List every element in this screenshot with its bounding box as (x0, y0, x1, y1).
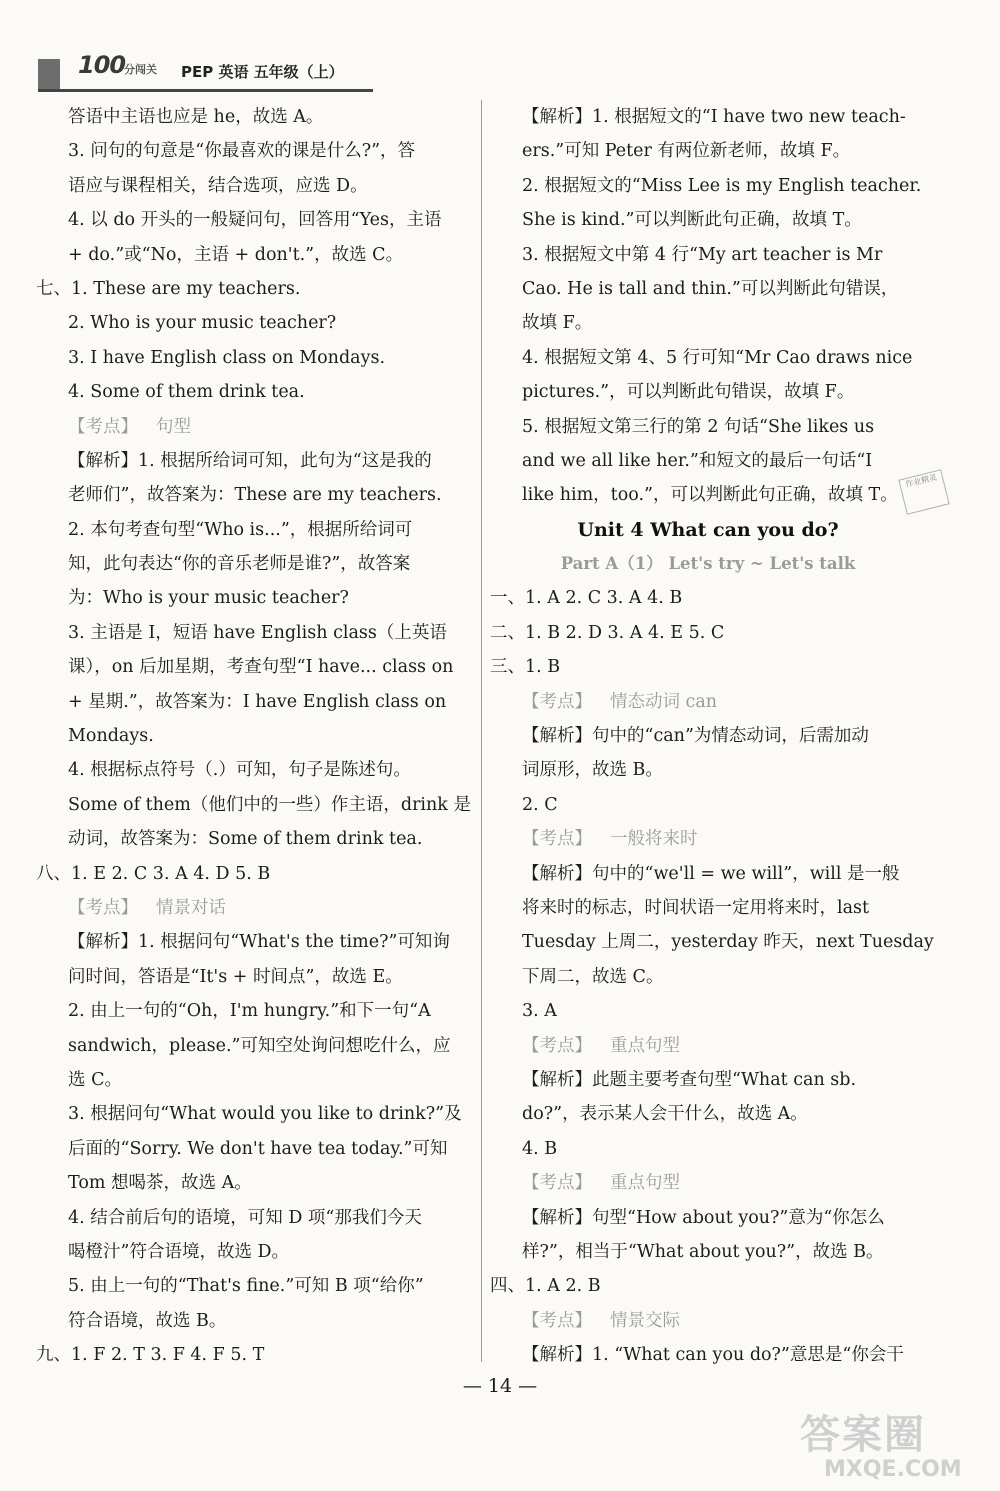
body-text: Cao. He is tall and thin.”可以判断此句错误， (522, 278, 899, 299)
point-tag-line (490, 1304, 926, 1338)
text-line (490, 169, 926, 203)
text-line (36, 994, 472, 1028)
body-text: + do.”或“No，主语 + don't.”，故选 C。 (68, 244, 404, 265)
text-line (36, 238, 472, 272)
point-tag-label: 【考点】 (68, 416, 138, 437)
body-text: 样?”，相当于“What about you?”，故选 B。 (522, 1241, 884, 1262)
body-text: 3. I have English class on Mondays. (68, 347, 386, 368)
text-line (490, 960, 926, 994)
text-line (36, 134, 472, 168)
text-line (36, 650, 472, 684)
point-tag-line (36, 891, 472, 925)
text-line (490, 857, 926, 891)
body-text: 知，此句表达“你的音乐老师是谁?”，故答案 (68, 554, 411, 575)
text-line (36, 1166, 472, 1200)
body-text: and we all like her.”和短文的最后一句话“I (522, 450, 873, 471)
text-line (36, 306, 472, 340)
point-tag-line (490, 1166, 926, 1200)
text-line (36, 788, 472, 822)
body-text: pictures.”，可以判断此句错误，故填 F。 (522, 382, 855, 403)
point-tag-word: 情景交际 (610, 1310, 680, 1331)
text-line (490, 994, 926, 1028)
section-answer: 四、1. A 2. B (490, 1276, 601, 1297)
text-line (36, 1235, 472, 1269)
section-answer: 八、1. E 2. C 3. A 4. D 5. B (36, 863, 271, 884)
body-text: 3. 根据问句“What would you like to drink?”及 (68, 1104, 462, 1125)
page-header (38, 45, 373, 91)
body-text: 5. 根据短文第三行的第 2 句话“She likes us (522, 416, 875, 437)
text-line (36, 478, 472, 512)
text-line (36, 719, 472, 753)
body-text: sandwich，please.”可知空处询问想吃什么，应 (68, 1035, 451, 1056)
body-text: 【解析】句中的“can”为情态动词，后需加动 (522, 726, 869, 747)
text-line (36, 685, 472, 719)
body-text: 2. 由上一句的“Oh，I'm hungry.”和下一句“A (68, 1001, 431, 1022)
body-text: 课），on 后加星期，考查句型“I have... class on (68, 657, 454, 678)
logo-bar (38, 59, 60, 91)
point-tag-word: 重点句型 (610, 1035, 680, 1056)
body-text: 下周二，故选 C。 (522, 966, 664, 987)
text-line (36, 1201, 472, 1235)
text-line (36, 341, 472, 375)
body-text: 【解析】1. 根据问句“What's the time?”可知询 (68, 932, 450, 953)
body-text: 为：Who is your music teacher? (68, 588, 349, 609)
body-text: 4. 以 do 开头的一般疑问句，回答用“Yes，主语 (68, 210, 442, 231)
text-line (490, 1063, 926, 1097)
text-line (36, 169, 472, 203)
point-tag-label: 【考点】 (522, 691, 592, 712)
point-tag-line (490, 1029, 926, 1063)
body-text: 3. 问句的句意是“你最喜欢的课是什么?”，答 (68, 141, 416, 162)
text-line (490, 1235, 926, 1269)
text-line (490, 478, 926, 512)
body-text: 符合语境，故选 B。 (68, 1310, 227, 1331)
text-line (36, 1063, 472, 1097)
text-line (490, 444, 926, 478)
body-text: 2. C (522, 794, 558, 815)
text-line (36, 547, 472, 581)
header-rule (38, 89, 373, 92)
section-answer: 三、1. B (490, 657, 561, 678)
body-text: 词原形，故选 B。 (522, 760, 663, 781)
body-text: 2. Who is your music teacher? (68, 313, 337, 334)
logo-sub: 分闯关 (124, 63, 157, 76)
point-tag-line (490, 822, 926, 856)
text-line (36, 513, 472, 547)
point-tag-line (36, 410, 472, 444)
left-column (36, 100, 472, 1372)
header-title: PEP 英语 五年级（上） (181, 63, 344, 81)
point-tag-line (490, 685, 926, 719)
watermark-bottom: MXQE.COM (824, 1457, 962, 1482)
text-line (36, 203, 472, 237)
body-text: Tom 想喝茶，故选 A。 (68, 1173, 252, 1194)
text-line (36, 822, 472, 856)
text-line (36, 100, 472, 134)
text-line (490, 1269, 926, 1303)
column-divider (481, 100, 482, 1362)
body-text: 4. 结合前后句的语境，可知 D 项“那我们今天 (68, 1207, 422, 1228)
body-text: 4. 根据标点符号（.）可知，句子是陈述句。 (68, 760, 411, 781)
text-line (36, 925, 472, 959)
text-line (490, 203, 926, 237)
text-line (490, 375, 926, 409)
point-tag-label: 【考点】 (522, 1310, 592, 1331)
text-line (36, 444, 472, 478)
text-line (36, 375, 472, 409)
body-text: 4. B (522, 1138, 558, 1159)
section-answer: 九、1. F 2. T 3. F 4. F 5. T (36, 1345, 265, 1366)
text-line (490, 547, 926, 581)
body-text: 故填 F。 (522, 313, 593, 334)
text-line (490, 581, 926, 615)
text-line (36, 960, 472, 994)
text-line (490, 410, 926, 444)
text-line (36, 1269, 472, 1303)
text-line (490, 719, 926, 753)
text-line (490, 753, 926, 787)
body-text: 语应与课程相关，结合选项，应选 D。 (68, 175, 368, 196)
body-text: 4. Some of them drink tea. (68, 382, 305, 403)
section-answer: 七、1. These are my teachers. (36, 278, 301, 299)
point-tag-word: 一般将来时 (610, 829, 698, 850)
section-answer: 一、1. A 2. C 3. A 4. B (490, 588, 683, 609)
part-title: Part A（1） Let's try ~ Let's talk (560, 554, 856, 574)
text-line (490, 238, 926, 272)
body-text: 动词，故答案为：Some of them drink tea. (68, 829, 423, 850)
text-line (490, 650, 926, 684)
body-text: 喝橙汁”符合语境，故选 D。 (68, 1241, 290, 1262)
body-text: 3. 根据短文中第 4 行“My art teacher is Mr (522, 244, 883, 265)
body-text: 答语中主语也应是 he，故选 A。 (68, 107, 324, 127)
text-line (36, 272, 472, 306)
body-text: 【解析】1. 根据短文的“I have two new teach- (522, 107, 906, 127)
text-line (36, 1029, 472, 1063)
body-text: 3. 主语是 I，短语 have English class（上英语 (68, 622, 447, 643)
text-line (36, 616, 472, 650)
body-text: 【解析】句型“How about you?”意为“你怎么 (522, 1207, 885, 1228)
logo-main: 100 (78, 51, 126, 79)
body-text: Mondays. (68, 726, 154, 747)
text-line (36, 1132, 472, 1166)
text-line (490, 891, 926, 925)
point-tag-label: 【考点】 (522, 829, 592, 850)
body-text: + 星期.”，故答案为：I have English class on (68, 691, 447, 712)
body-text: She is kind.”可以判断此句正确，故填 T。 (522, 210, 862, 231)
body-text: 2. 本句考查句型“Who is...”，根据所给词可 (68, 519, 413, 540)
section-answer: 二、1. B 2. D 3. A 4. E 5. C (490, 622, 725, 643)
body-text: 【解析】1. 根据所给词可知，此句为“这是我的 (68, 450, 432, 471)
text-line (490, 341, 926, 375)
text-line (490, 616, 926, 650)
body-text: 5. 由上一句的“That's fine.”可知 B 项“给你” (68, 1276, 424, 1297)
text-line (36, 1338, 472, 1372)
body-text: Tuesday 上周二，yesterday 昨天，next Tuesday (522, 932, 934, 953)
body-text: like him，too.”，可以判断此句正确，故填 T。 (522, 485, 898, 506)
text-line (490, 1201, 926, 1235)
body-text: 【解析】此题主要考查句型“What can sb. (522, 1069, 857, 1090)
body-text: 问时间，答语是“It's + 时间点”，故选 E。 (68, 966, 403, 987)
right-column (490, 100, 934, 1372)
point-tag-label: 【考点】 (68, 897, 138, 918)
corner-stamp: 作业精灵 (898, 469, 949, 515)
body-text: do?”，表示某人会干什么，故选 A。 (522, 1104, 808, 1125)
book-logo (38, 45, 173, 91)
point-tag-word: 句型 (156, 416, 191, 437)
body-text: 2. 根据短文的“Miss Lee is my English teacher. (522, 175, 922, 196)
body-text: 将来时的标志，时间状语一定用将来时，last (522, 897, 870, 918)
body-text: 3. A (522, 1001, 557, 1022)
body-text: 选 C。 (68, 1069, 122, 1090)
text-line (490, 100, 926, 134)
text-line (490, 1097, 926, 1131)
text-line (490, 272, 926, 306)
page-number: — 14 — (462, 1375, 538, 1397)
body-text: 4. 根据短文第 4、5 行可知“Mr Cao draws nice (522, 347, 913, 368)
text-line (490, 306, 926, 340)
body-text: 老师们”，故答案为：These are my teachers. (68, 485, 442, 506)
unit-title: Unit 4 What can you do? (577, 518, 839, 541)
text-line (490, 513, 926, 547)
point-tag-label: 【考点】 (522, 1173, 592, 1194)
body-text: 【解析】1. “What can you do?”意思是“你会干 (522, 1345, 904, 1366)
body-text: ers.”可知 Peter 有两位新老师，故填 F。 (522, 141, 851, 162)
text-line (490, 134, 926, 168)
body-text: 后面的“Sorry. We don't have tea today.”可知 (68, 1138, 448, 1159)
text-line (36, 857, 472, 891)
watermark-top: 答案圈 (800, 1412, 926, 1458)
text-line (490, 1132, 926, 1166)
body-text: 【解析】句中的“we'll = we will”，will 是一般 (522, 863, 900, 884)
text-line (490, 925, 934, 959)
watermark (800, 1412, 990, 1482)
point-tag-word: 情态动词 can (610, 691, 718, 712)
text-line (490, 788, 926, 822)
text-line (490, 1338, 926, 1372)
text-line (36, 753, 472, 787)
point-tag-word: 重点句型 (610, 1173, 680, 1194)
body-text: Some of them（他们中的一些）作主语，drink 是 (68, 794, 471, 815)
text-line (36, 1097, 472, 1131)
point-tag-label: 【考点】 (522, 1035, 592, 1056)
text-line (36, 1304, 472, 1338)
text-line (36, 581, 472, 615)
point-tag-word: 情景对话 (156, 897, 226, 918)
